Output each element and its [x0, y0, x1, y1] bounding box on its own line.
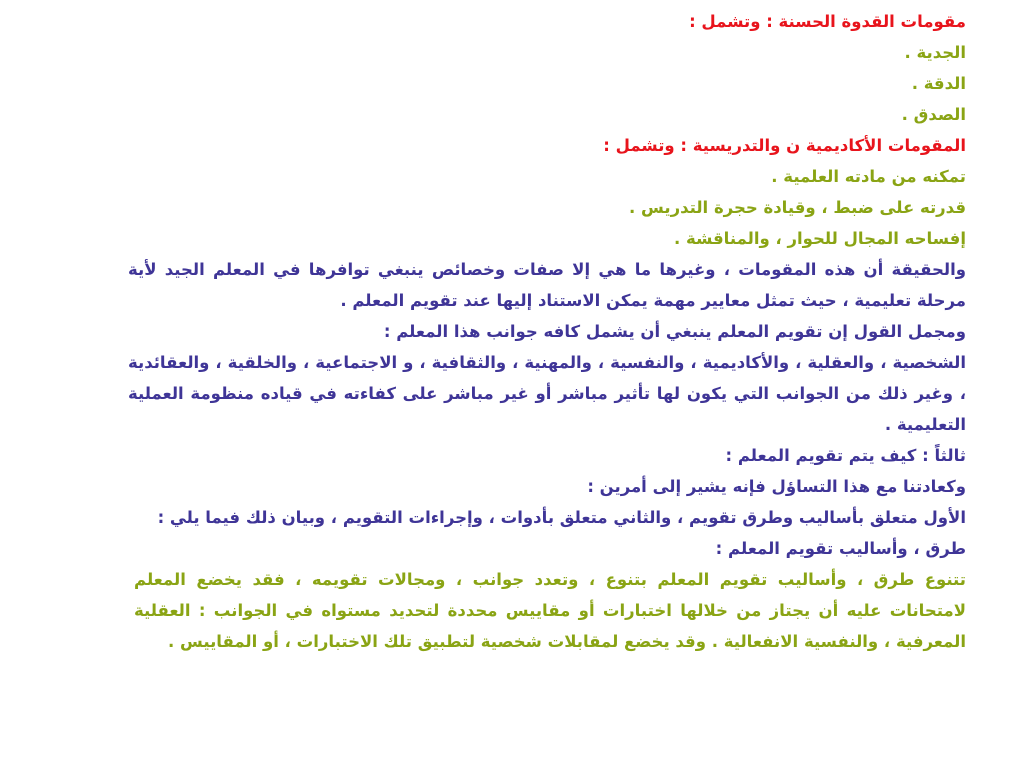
list-item-subject-mastery: تمكنه من مادته العلمية . [771, 167, 966, 186]
heading-evaluation-methods: طرق ، وأساليب تقويم المعلم : [715, 539, 966, 558]
paragraph-qualities-criteria: والحقيقة أن هذه المقومات ، وغيرها ما هي إلا صفات وخصائص ينبغي توافرها في المعلم الجيد لأية مرحلة تعليمية ، حيث تمثل معايير مهمة يمكن الاستناد إليها عند تقويم المعلم . [128, 260, 966, 310]
slide-text-body [66, 6, 966, 657]
paragraph-methods-and-tools: الأول متعلق بأساليب وطرق تقويم ، والثاني متعلق بأدوات ، وإجراءات التقويم ، وبيان ذلك فيما يلي : [157, 508, 966, 527]
list-item-open-discussion: إفساحه المجال للحوار ، والمناقشة . [674, 229, 966, 248]
list-item-seriousness: الجدية . [904, 43, 966, 62]
paragraph-two-matters: وكعادتنا مع هذا التساؤل فإنه يشير إلى أمرين : [587, 477, 966, 496]
paragraph-evaluation-aspects: الشخصية ، والعقلية ، والأكاديمية ، والنفسية ، والمهنية ، والثقافية ، و الاجتماعية ، والخلقية ، والعقائدية ، وغير ذلك من الجوانب التي يكون لها تأثير مباشر أو غير مباشر على كفاءته في قياده منظومة العملية التعليمية . [128, 353, 966, 434]
list-item-accuracy: الدقة . [911, 74, 966, 93]
list-item-classroom-control: قدرته على ضبط ، وقيادة حجرة التدريس . [629, 198, 966, 217]
heading-academic-qualities: المقومات الأكاديمية ن والتدريسية : وتشمل : [603, 136, 966, 155]
paragraph-methods-variety: تتنوع طرق ، وأساليب تقويم المعلم بتنوع ، وتعدد جوانب ، ومجالات تقويمه ، فقد يخضع المعلم لامتحانات عليه أن يجتاز من خلالها اختبارات أو مقاييس محددة لتحديد مستواه في الجوانب : العقلية المعرفية ، والنفسية الانفعالية . وقد يخضع لمقابلات شخصية لتطبيق تلك الاختبارات ، أو المقاييس . [134, 570, 966, 651]
list-item-honesty: الصدق . [901, 105, 966, 124]
heading-how-evaluated: ثالثاً : كيف يتم تقويم المعلم : [725, 446, 966, 465]
paragraph-evaluation-scope: ومجمل القول إن تقويم المعلم ينبغي أن يشمل كافه جوانب هذا المعلم : [383, 322, 966, 341]
heading-exemplary-qualities: مقومات القدوة الحسنة : وتشمل : [689, 12, 966, 31]
